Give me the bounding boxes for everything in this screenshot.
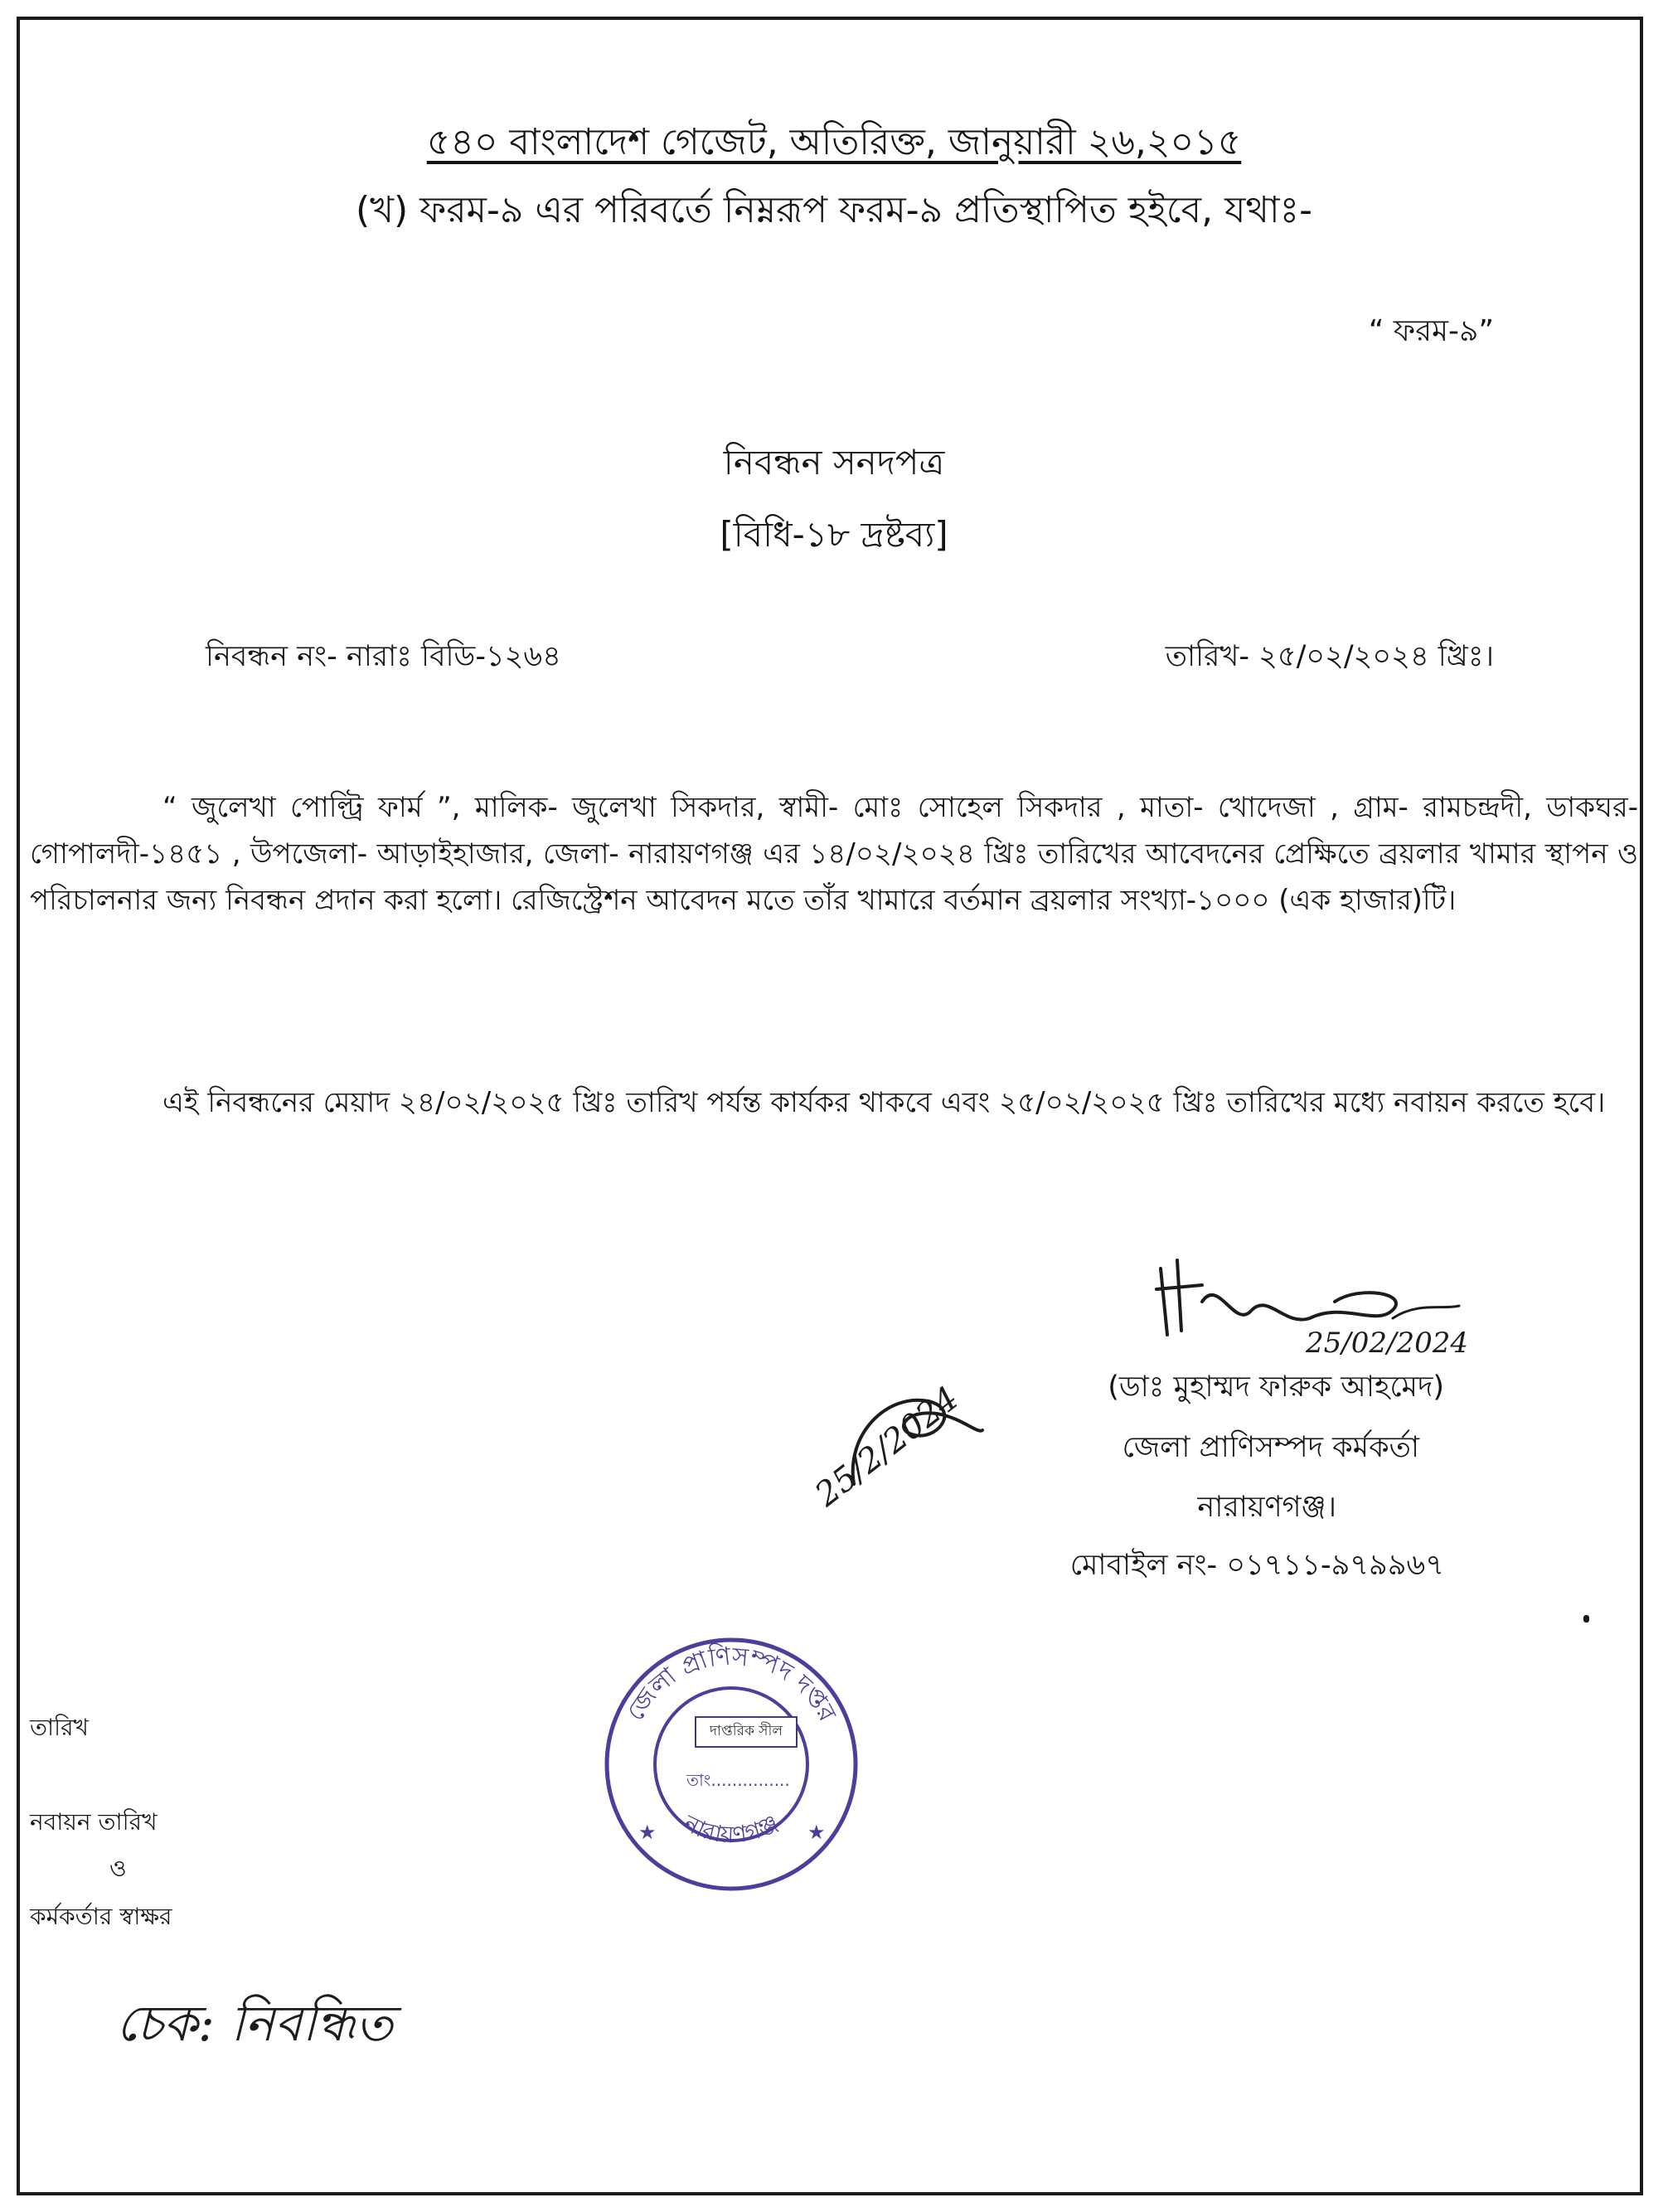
handwritten-note: চেক: নিবন্ধিত	[116, 1995, 394, 2053]
gazette-header: ৫৪০ বাংলাদেশ গেজেট, অতিরিক্ত, জানুয়ারী ২৬,২০১৫	[426, 121, 1242, 163]
svg-text:নারায়ণগঞ্জ	[679, 1809, 783, 1849]
registration-date: তারিখ- ২৫/০২/২০২৪ খ্রিঃ।	[1165, 640, 1494, 673]
signatory-office: নারায়ণগঞ্জ।	[1197, 1491, 1336, 1524]
label-and: ও	[109, 1855, 127, 1882]
signatory-mobile: মোবাইল নং- ০১৭১১-৯৭৯৯৬৭	[1069, 1549, 1444, 1582]
label-officer-signature: কর্মকর্তার স্বাক্ষর	[30, 1903, 172, 1930]
label-date: তারিখ	[30, 1714, 89, 1741]
seal-date-line: তাং...............	[686, 1770, 790, 1790]
substitution-note: (খ) ফরম-৯ এর পরিবর্তে নিম্নরূপ ফরম-৯ প্রতিস্থাপিত হইবে, যথাঃ-	[355, 189, 1313, 231]
signatory-name: (ডাঃ মুহাম্মদ ফারুক আহমেদ)	[1108, 1370, 1444, 1404]
body-paragraph-2: এই নিবন্ধনের মেয়াদ ২৪/০২/২০২৫ খ্রিঃ তারিখ পর্যন্ত কার্যকর থাকবে এবং ২৫/০২/২০২৫ খ্রিঃ তারিখের মধ্যে নবায়ন করতে হবে।	[162, 1086, 1606, 1119]
office-seal	[599, 1632, 864, 1897]
body-paragraph-1: “ জুলেখা পোল্ট্রি ফার্ম ”, মালিক- জুলেখা সিকদার, স্বামী- মোঃ সোহেল সিকদার , মাতা- খোদেজা , গ্রাম- রামচন্দ্রদী, ডাকঘর- গোপালদী-১৪৫১ , উপজেলা- আড়াইহাজার, জেলা- নারায়ণগঞ্জ এর ১৪/০২/২০২৪ খ্রিঃ তারিখের আবেদনের প্রেক্ষিতে ব্রয়লার খামার স্থাপন ও পরিচালনার জন্য নিবন্ধন প্রদান করা হলো। রেজিস্ট্রেশন আবেদন মতে তাঁর খামারে বর্তমান ব্রয়লার সংখ্যা-১০০০ (এক হাজার)টি।	[30, 791, 1638, 917]
seal-bottom-text: নারায়ণগঞ্জ	[679, 1809, 783, 1849]
certificate-rule: [বিধি-১৮ দ্রষ্টব্য]	[720, 514, 948, 555]
registration-number: নিবন্ধন নং- নারাঃ বিডি-১২৬৪	[206, 640, 561, 673]
initial-date: 25/2/2024	[808, 1379, 966, 1515]
ink-dot	[1583, 1615, 1589, 1623]
certificate-title: নিবন্ধন সনদপত্র	[723, 442, 945, 483]
signature-date: 25/02/2024	[1306, 1327, 1468, 1360]
signatory-designation: জেলা প্রাণিসম্পদ কর্মকর্তা	[1122, 1431, 1419, 1464]
seal-inner-label: দাপ্তরিক সীল	[695, 1716, 798, 1748]
seal-star-left: ★	[638, 1821, 657, 1844]
form-tag: “ ফরম-৯”	[1368, 314, 1494, 348]
seal-top-text: জেলা প্রাণিসম্পদ দপ্তর	[620, 1642, 842, 1726]
svg-text:জেলা প্রাণিসম্পদ দপ্তর	[621, 1641, 841, 1726]
label-renewal-date: নবায়ন তারিখ	[30, 1808, 158, 1836]
seal-star-right: ★	[807, 1821, 826, 1844]
